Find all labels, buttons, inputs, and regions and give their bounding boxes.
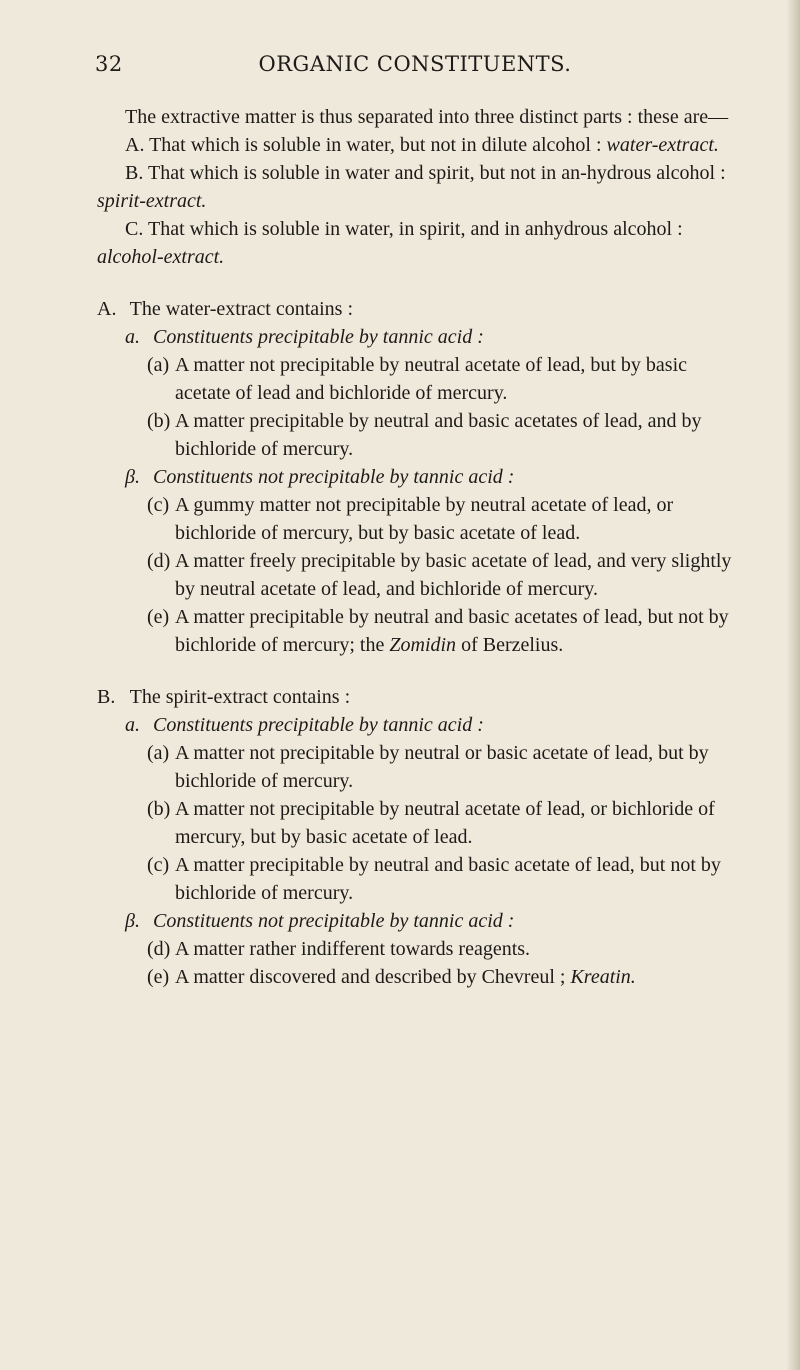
section-a-alpha-heading: a. Constituents precipitable by tannic acid : bbox=[125, 326, 484, 348]
section-b-item-c: (c) A matter precipitable by neutral and basic acetate of lead, but not by bichloride of mercury. bbox=[147, 854, 721, 904]
term-alcohol-extract: alcohol-extract. bbox=[97, 246, 225, 268]
intro-item-c: C. That which is soluble in water, in spirit, and in anhydrous alcohol : alcohol-extract. bbox=[97, 218, 683, 268]
term-kreatin: Kreatin. bbox=[570, 966, 636, 988]
section-b-item-e: (e) A matter discovered and described by Chevreul ; Kreatin. bbox=[147, 966, 636, 988]
running-head: ORGANIC CONSTITUENTS. bbox=[258, 52, 572, 76]
term-zomidin: Zomidin bbox=[389, 634, 457, 656]
page-header bbox=[95, 52, 735, 82]
page-number: 32 bbox=[95, 52, 123, 76]
section-b-item-d: (d) A matter rather indifferent towards reagents. bbox=[147, 938, 531, 960]
page-body bbox=[97, 103, 747, 991]
section-b-beta-heading: β. Constituents not precipitable by tannic acid : bbox=[125, 910, 515, 932]
section-b-item-a: (a) A matter not precipitable by neutral or basic acetate of lead, but by bichloride of mercury. bbox=[147, 742, 709, 792]
section-a-item-a: (a) A matter not precipitable by neutral acetate of lead, but by basic acetate of lead and bichloride of mercury. bbox=[147, 354, 688, 404]
intro-paragraph: The extractive matter is thus separated into three distinct parts : these are— bbox=[125, 106, 729, 128]
section-a-item-d: (d) A matter freely precipitable by basic acetate of lead, and very slightly by neutral acetate of lead, and bichloride of mercury. bbox=[147, 550, 732, 600]
section-b-item-b: (b) A matter not precipitable by neutral acetate of lead, or bichloride of mercury, but by basic acetate of lead. bbox=[147, 798, 715, 848]
intro-item-b: B. That which is soluble in water and spirit, but not in an-hydrous alcohol : spirit-extract. bbox=[97, 162, 726, 212]
section-b-alpha-heading: a. Constituents precipitable by tannic acid : bbox=[125, 714, 484, 736]
section-a-beta-heading: β. Constituents not precipitable by tannic acid : bbox=[125, 466, 515, 488]
section-a-item-c: (c) A gummy matter not precipitable by neutral acetate of lead, or bichloride of mercury, but by basic acetate of lead. bbox=[147, 494, 674, 544]
intro-item-a: A. That which is soluble in water, but not in dilute alcohol : water-extract. bbox=[125, 134, 719, 156]
section-a-item-b: (b) A matter precipitable by neutral and basic acetates of lead, and by bichloride of mercury. bbox=[147, 410, 702, 460]
page-edge-shadow bbox=[786, 0, 800, 1370]
term-water-extract: water-extract. bbox=[606, 134, 719, 156]
section-a-heading: A. The water-extract contains : bbox=[97, 298, 354, 320]
section-b-heading: B. The spirit-extract contains : bbox=[97, 686, 351, 708]
term-spirit-extract: spirit-extract. bbox=[97, 190, 207, 212]
section-a-item-e: (e) A matter precipitable by neutral and basic acetates of lead, but not by bichloride of mercury; the Zomidin of Berzelius. bbox=[147, 606, 729, 656]
